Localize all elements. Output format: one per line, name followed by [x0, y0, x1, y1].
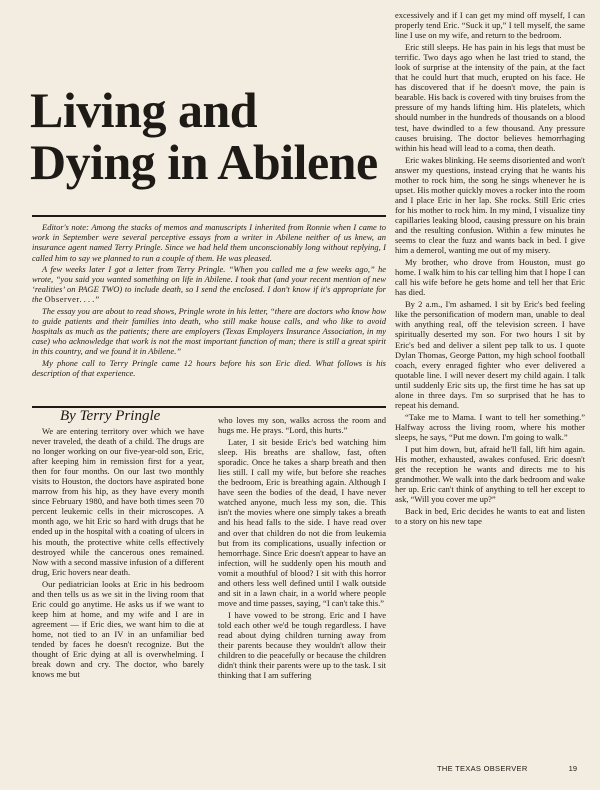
- page-number: 19: [568, 764, 577, 773]
- intro-paragraph: The essay you are about to read shows, Pringle wrote in his letter, “there are doctors who know how to guide patients and their families into death, who still make house calls, and who like to avoid hospitals as much as the patients; there are employers (Texas Employers Insurance Association, in my case) who acknowledge that work is not the most important function of man; there is still a great spirit in this country, and we found it in Abilene.”: [32, 305, 386, 357]
- body-paragraph: who loves my son, walks across the room and hugs me. He prays. “Lord, this hurts.”: [218, 415, 386, 436]
- body-paragraph: Back in bed, Eric decides he wants to eat and listen to a story on his new tape: [395, 506, 585, 527]
- body-paragraph: By 2 a.m., I'm ashamed. I sit by Eric's bed feeling like the personification of modern man, unable to deal with anything real, off the television screen. I have spiritually deserted my son. For two hours I sit by Eric's bed and deliver a silent pep talk to us. I quote Dylan Thomas, George Patton, my high school football coach, every enraged fighter who ever delivered a quotable line. I will never desert my child again. I talk until suddenly Eric sits up, the first time he has sat up alone in three days. I'm so surprised that he has to repeat his demand.: [395, 299, 585, 410]
- intro-paragraph: Editor's note: Among the stacks of memos and manuscripts I inherited from Ronnie when I came to work in September were several perceptive essays from a writer in Abilene neither of us knew, an insurance agent named Terry Pringle. Since we had held them unconscionably long without replying, I called him to say we planned to run a couple of them. He was pleased.: [32, 222, 386, 263]
- body-paragraph: Later, I sit beside Eric's bed watching him sleep. His breaths are shallow, fast, often sporadic. Once he takes a sharp breath and then lies still. I call my wife, but before she reaches the bedroom, Eric is breathing again. Although I have seen the bodies of the dead, I have never watched anyone, much less my son, die. This isn't the movies where one simply takes a breath and his head falls to the side. I have read over and over that children do not die from leukemia but from its complications, usually infection or hemorrhage. Since Eric doesn't appear to have an infection, will he suddenly open his mouth and vomit a mouthful of blood? I sit with this horror and others less well defined until I walk outside and sit in a lawn chair, in a world where people move and time passes, saying, “I can't take this.”: [218, 437, 386, 608]
- body-paragraph: Our pediatrician looks at Eric in his bedroom and then tells us as we sit in the living room that Eric could go anytime. He asks us if we want to keep him at home, and my wife and I are in agreement — if Eric dies, we want him to die at home, not tied to an IV in an unfamiliar bed tended by faces he doesn't recognize. But the thought of Eric dying at all is overwhelming. I break down and cry. The doctor, who barely knows me but: [32, 578, 204, 680]
- body-paragraph: We are entering territory over which we have never traveled, the death of a child. The drugs are no longer working on our five-year-old son, Eric, after keeping him in remission first for a year, then for four months. On our last two monthly visits to Houston, the doctors have aspirated bone marrow from his hip, as they have every month since February 1980, and have both times seen 70 percent leukemic cells in their microscopes. A month ago, we hit Eric so hard with drugs that he ended up in the hospital with a coating of ulcers in his mouth, the protective white cells effectively destroyed while the cancerous ones remained. Now with a second massive infusion of a different drug, Eric hovers near death.: [32, 426, 204, 577]
- byline: By Terry Pringle: [60, 408, 161, 424]
- rule-top: [32, 215, 386, 217]
- intro-paragraph: My phone call to Terry Pringle came 12 hours before his son Eric died. What follows is his description of that experience.: [32, 357, 386, 378]
- editors-note: [32, 222, 386, 379]
- body-paragraph: Eric still sleeps. He has pain in his legs that must be terrific. Two days ago when he last tried to stand, the look of surprise at the intensity of the pain, at the fact that he could hurt that much, erupted on his face. He has discovered that if he doesn't move, the pain is bearable. His back is covered with tiny bruises from the pressure of my hands lifting him. His platelets, which should number in the hundreds of thousands on a blood test, have dwindled to a few thousand. Any pressure causes bruising. The doctor believes hemorrhaging within his head will lead to a coma, then death.: [395, 42, 585, 153]
- body-paragraph: I put him down, but, afraid he'll fall, lift him again. His mother, exhausted, awakes confused. Eric doesn't get the reception he wants and directs me to his grandmother. We walk into the dark bedroom and wake her up. Eric can't think of anything to tell her except to ask, “Will you cover me up?”: [395, 443, 585, 505]
- page-footer: [395, 764, 585, 774]
- column-1: [32, 426, 204, 681]
- publication-name: THE TEXAS OBSERVER: [437, 764, 528, 773]
- column-2: [218, 415, 386, 682]
- body-paragraph: I have vowed to be strong. Eric and I have told each other we'd be tough regardless. I have read about dying children turning away from their parents because they wouldn't allow their children to die peacefully or because the children didn't think their parents were up to the task. I sit thinking that I am suffering: [218, 609, 386, 681]
- body-paragraph: excessively and if I can get my mind off myself, I can properly tend Eric. “Suck it up,” I tell myself, the same line I use on my wife, and return to the bedroom.: [395, 10, 585, 41]
- body-paragraph: “Take me to Mama. I want to tell her something.” Halfway across the living room, where his mother sleeps, he says, “Put me down. I'm going to walk.”: [395, 411, 585, 442]
- body-paragraph: My brother, who drove from Houston, must go home. I walk him to his car telling him that I hope I can call his wife before he gets home and tell her that Eric has died.: [395, 257, 585, 298]
- article-title: Living and Dying in Abilene: [30, 82, 378, 190]
- body-paragraph: Eric wakes blinking. He seems disoriented and won't answer my questions, instead crying that he wants his mother to rock him, the song he sings whenever he is upset. His mother quickly moves a rocker into the room and I place Eric in her lap. She rocks. Still Eric cries for his mother to rock him. In my mind, I visualize tiny capillaries leaking blood, causing pressure on his brain and the resulting confusion. Within a few minutes he seems to clear the fuzz and wants back in bed. I give him a demerol, wanting me out of my misery.: [395, 154, 585, 256]
- intro-paragraph: A few weeks later I got a letter from Terry Pringle. “When you called me a few weeks ago,” he wrote, “you said you wanted something on life in Abilene. I took that (and your recent mention of new ‘realities’ on PAGE TWO) to include death, so I send the enclosed. I don't know if it's appropriate for the Observer. . . .”: [32, 263, 386, 305]
- column-3: [395, 10, 585, 528]
